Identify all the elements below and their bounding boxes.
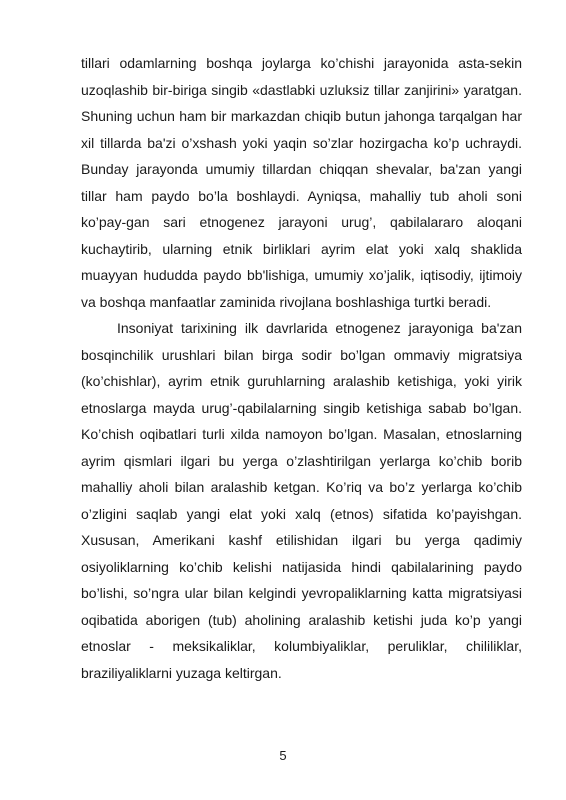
page-body: [81, 50, 522, 686]
paragraph-1: tillari odamlarning boshqa joylarga ko’chishi jarayonida asta-sekin uzoqlashib bir-biriga singib «dastlabki uzluksiz tillar zanjirini» yaratgan. Shuning uchun ham bir markazdan chiqib butun jahonga tarqalgan har xil tillarda ba'zi o’xshash yoki yaqin so’zlar hozirgacha ko’p uchraydi. Bunday jarayonda umumiy tillardan chiqqan shevalar, ba'zan yangi tillar ham paydo bo’la boshlaydi. Ayniqsa, mahalliy tub aholi soni ko’pay-gan sari etnogenez jarayoni urug’, qabilalararo aloqani kuchaytirib, ularning etnik birliklari ayrim elat yoki xalq shaklida muayyan hududda paydo bb'lishiga, umumiy xo’jalik, iqtisodiy, ijtimoiy va boshqa manfaatlar zaminida rivojlana boshlashiga turtki beradi.: [81, 55, 522, 310]
paragraph-2: Insoniyat tarixining ilk davrlarida etnogenez jarayoniga ba'zan bosqinchilik urushlari bilan birga sodir bo’lgan ommaviy migratsiya (ko’chishlar), ayrim etnik guruhlarning aralashib ketishiga, yoki yirik etnoslarga mayda urug’-qabilalarning singib ketishiga sabab bo’lgan. Ko’chish oqibatlari turli xilda namoyon bo’lgan. Masalan, etnoslarning ayrim qismlari ilgari bu yerga o’zlashtirilgan yerlarga ko’chib borib mahalliy aholi bilan aralashib ketgan. Ko’riq va bo’z yerlarga ko’chib o’zligini saqlab yangi elat yoki xalq (etnos) sifatida ko’payishgan. Xususan, Amerikani kashf etilishidan ilgari bu yerga qadimiy osiyoliklarning ko’chib kelishi natijasida hindi qabilalarining paydo bo’lishi, so’ngra ular bilan kelgindi yevropaliklarning katta migratsiyasi oqibatida aborigen (tub) aholining aralashib ketishi juda ko’p yangi etnoslar - meksikaliklar, kolumbiyaliklar, peruliklar, chililiklar, braziliyaliklarni yuzaga keltirgan.: [81, 320, 522, 681]
page-number: 5: [279, 748, 287, 763]
